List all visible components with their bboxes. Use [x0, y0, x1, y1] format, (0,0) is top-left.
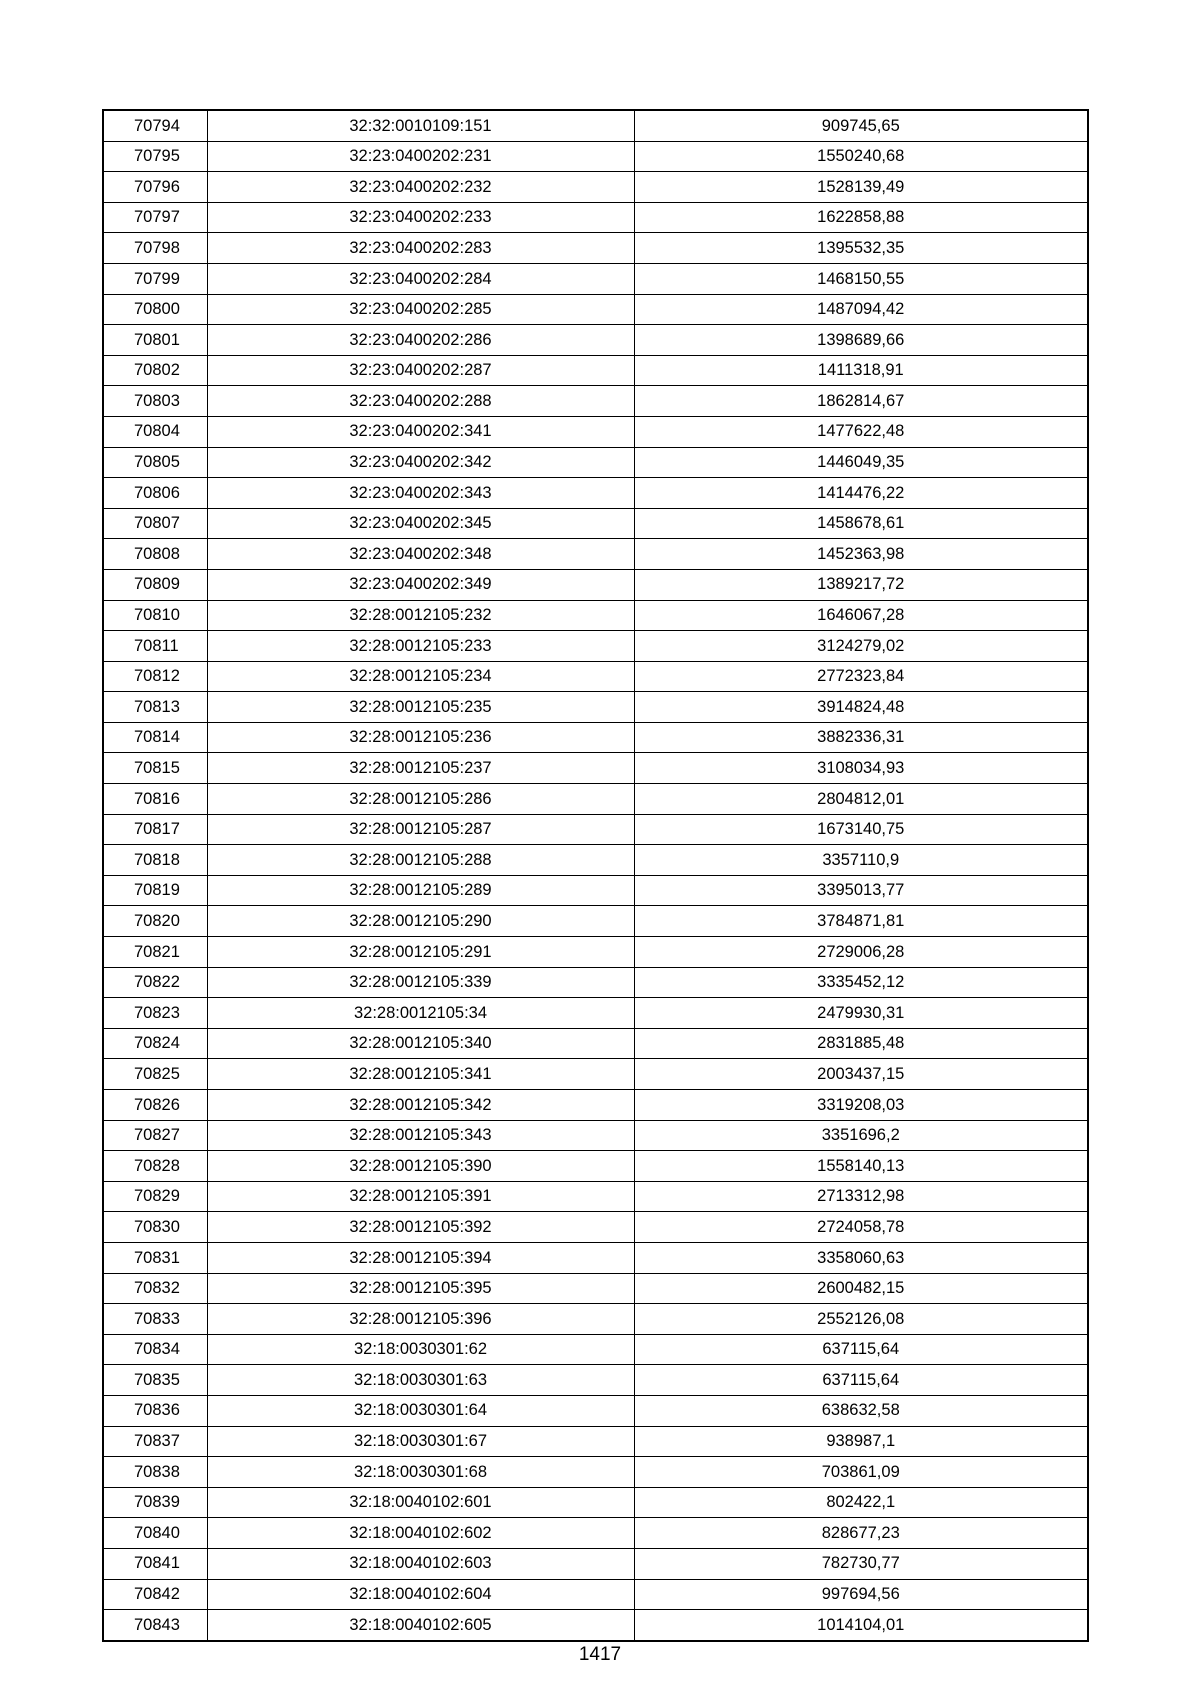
cadastral-number-cell: 32:28:0012105:341	[207, 1059, 634, 1090]
table-row	[103, 1273, 1088, 1304]
table-row	[103, 233, 1088, 264]
table-row	[103, 692, 1088, 723]
row-number-cell: 70813	[103, 692, 207, 723]
cadastral-value-cell: 2479930,31	[634, 998, 1088, 1029]
table-row	[103, 906, 1088, 937]
table-row	[103, 1151, 1088, 1182]
cadastral-number-cell: 32:28:0012105:290	[207, 906, 634, 937]
cadastral-number-cell: 32:28:0012105:232	[207, 600, 634, 631]
cadastral-value-cell: 638632,58	[634, 1395, 1088, 1426]
cadastral-number-cell: 32:28:0012105:392	[207, 1212, 634, 1243]
table-row	[103, 1395, 1088, 1426]
cadastral-value-cell: 1487094,42	[634, 294, 1088, 325]
row-number-cell: 70828	[103, 1151, 207, 1182]
cadastral-value-cell: 938987,1	[634, 1426, 1088, 1457]
row-number-cell: 70796	[103, 172, 207, 203]
cadastral-number-cell: 32:28:0012105:342	[207, 1090, 634, 1121]
row-number-cell: 70800	[103, 294, 207, 325]
row-number-cell: 70826	[103, 1090, 207, 1121]
table-row	[103, 1181, 1088, 1212]
table-row	[103, 141, 1088, 172]
table-row	[103, 1457, 1088, 1488]
cadastral-number-cell: 32:28:0012105:234	[207, 661, 634, 692]
row-number-cell: 70839	[103, 1487, 207, 1518]
cadastral-value-cell: 1458678,61	[634, 508, 1088, 539]
table-row	[103, 386, 1088, 417]
table-row	[103, 631, 1088, 662]
row-number-cell: 70843	[103, 1610, 207, 1641]
cadastral-value-cell: 1414476,22	[634, 478, 1088, 509]
table-row	[103, 263, 1088, 294]
cadastral-number-cell: 32:28:0012105:390	[207, 1151, 634, 1182]
cadastral-number-cell: 32:18:0040102:602	[207, 1518, 634, 1549]
row-number-cell: 70829	[103, 1181, 207, 1212]
table-row	[103, 325, 1088, 356]
cadastral-number-cell: 32:32:0010109:151	[207, 110, 634, 141]
row-number-cell: 70808	[103, 539, 207, 570]
cadastral-number-cell: 32:28:0012105:237	[207, 753, 634, 784]
row-number-cell: 70818	[103, 845, 207, 876]
cadastral-value-cell: 3319208,03	[634, 1090, 1088, 1121]
cadastral-value-cell: 2724058,78	[634, 1212, 1088, 1243]
table-body	[103, 110, 1088, 1641]
row-number-cell: 70835	[103, 1365, 207, 1396]
cadastral-number-cell: 32:23:0400202:349	[207, 569, 634, 600]
row-number-cell: 70804	[103, 416, 207, 447]
table-row	[103, 875, 1088, 906]
row-number-cell: 70836	[103, 1395, 207, 1426]
cadastral-value-cell: 1411318,91	[634, 355, 1088, 386]
row-number-cell: 70803	[103, 386, 207, 417]
cadastral-number-cell: 32:18:0030301:64	[207, 1395, 634, 1426]
row-number-cell: 70819	[103, 875, 207, 906]
table-row	[103, 1059, 1088, 1090]
cadastral-value-cell: 1446049,35	[634, 447, 1088, 478]
table-row	[103, 722, 1088, 753]
cadastral-value-cell: 3357110,9	[634, 845, 1088, 876]
cadastral-value-cell: 1558140,13	[634, 1151, 1088, 1182]
row-number-cell: 70805	[103, 447, 207, 478]
row-number-cell: 70830	[103, 1212, 207, 1243]
row-number-cell: 70831	[103, 1242, 207, 1273]
table-row	[103, 1304, 1088, 1335]
cadastral-number-cell: 32:23:0400202:342	[207, 447, 634, 478]
cadastral-value-cell: 1452363,98	[634, 539, 1088, 570]
cadastral-value-cell: 1622858,88	[634, 202, 1088, 233]
cadastral-number-cell: 32:23:0400202:341	[207, 416, 634, 447]
cadastral-number-cell: 32:28:0012105:235	[207, 692, 634, 723]
row-number-cell: 70809	[103, 569, 207, 600]
cadastral-value-cell: 909745,65	[634, 110, 1088, 141]
table-row	[103, 355, 1088, 386]
row-number-cell: 70838	[103, 1457, 207, 1488]
cadastral-number-cell: 32:28:0012105:343	[207, 1120, 634, 1151]
row-number-cell: 70824	[103, 1028, 207, 1059]
table-row	[103, 1426, 1088, 1457]
cadastral-value-cell: 637115,64	[634, 1334, 1088, 1365]
cadastral-value-cell: 2713312,98	[634, 1181, 1088, 1212]
cadastral-value-cell: 1477622,48	[634, 416, 1088, 447]
cadastral-value-cell: 2804812,01	[634, 784, 1088, 815]
table-row	[103, 416, 1088, 447]
cadastral-value-cell: 1395532,35	[634, 233, 1088, 264]
row-number-cell: 70799	[103, 263, 207, 294]
row-number-cell: 70841	[103, 1548, 207, 1579]
cadastral-value-cell: 1673140,75	[634, 814, 1088, 845]
cadastral-number-cell: 32:28:0012105:288	[207, 845, 634, 876]
row-number-cell: 70794	[103, 110, 207, 141]
cadastral-value-cell: 1550240,68	[634, 141, 1088, 172]
table-row	[103, 1242, 1088, 1273]
row-number-cell: 70810	[103, 600, 207, 631]
row-number-cell: 70797	[103, 202, 207, 233]
cadastral-number-cell: 32:28:0012105:34	[207, 998, 634, 1029]
cadastral-number-cell: 32:23:0400202:286	[207, 325, 634, 356]
cadastral-value-cell: 703861,09	[634, 1457, 1088, 1488]
table-row	[103, 1579, 1088, 1610]
table-row	[103, 569, 1088, 600]
table-row	[103, 661, 1088, 692]
table-row	[103, 1365, 1088, 1396]
cadastral-value-cell: 3882336,31	[634, 722, 1088, 753]
row-number-cell: 70798	[103, 233, 207, 264]
row-number-cell: 70801	[103, 325, 207, 356]
cadastral-value-cell: 828677,23	[634, 1518, 1088, 1549]
table-row	[103, 508, 1088, 539]
row-number-cell: 70833	[103, 1304, 207, 1335]
table-row	[103, 1518, 1088, 1549]
cadastral-value-cell: 997694,56	[634, 1579, 1088, 1610]
cadastral-value-cell: 782730,77	[634, 1548, 1088, 1579]
row-number-cell: 70837	[103, 1426, 207, 1457]
table-row	[103, 937, 1088, 968]
cadastral-number-cell: 32:23:0400202:285	[207, 294, 634, 325]
cadastral-value-cell: 2831885,48	[634, 1028, 1088, 1059]
row-number-cell: 70842	[103, 1579, 207, 1610]
table-row	[103, 172, 1088, 203]
cadastral-number-cell: 32:18:0040102:604	[207, 1579, 634, 1610]
row-number-cell: 70812	[103, 661, 207, 692]
cadastral-value-cell: 3108034,93	[634, 753, 1088, 784]
cadastral-number-cell: 32:28:0012105:396	[207, 1304, 634, 1335]
row-number-cell: 70814	[103, 722, 207, 753]
cadastral-value-cell: 2600482,15	[634, 1273, 1088, 1304]
table-row	[103, 1120, 1088, 1151]
row-number-cell: 70834	[103, 1334, 207, 1365]
table-row	[103, 1487, 1088, 1518]
table-row	[103, 1548, 1088, 1579]
row-number-cell: 70811	[103, 631, 207, 662]
cadastral-value-cell: 3914824,48	[634, 692, 1088, 723]
row-number-cell: 70802	[103, 355, 207, 386]
cadastral-number-cell: 32:28:0012105:339	[207, 967, 634, 998]
cadastral-value-cell: 1468150,55	[634, 263, 1088, 294]
row-number-cell: 70827	[103, 1120, 207, 1151]
cadastral-value-cell: 2772323,84	[634, 661, 1088, 692]
table-row	[103, 447, 1088, 478]
cadastral-number-cell: 32:23:0400202:345	[207, 508, 634, 539]
row-number-cell: 70816	[103, 784, 207, 815]
cadastral-value-cell: 1528139,49	[634, 172, 1088, 203]
table-row	[103, 784, 1088, 815]
table-row	[103, 845, 1088, 876]
cadastral-number-cell: 32:18:0030301:62	[207, 1334, 634, 1365]
table-row	[103, 1212, 1088, 1243]
cadastral-value-cell: 2552126,08	[634, 1304, 1088, 1335]
table-row	[103, 600, 1088, 631]
cadastral-number-cell: 32:23:0400202:343	[207, 478, 634, 509]
table-row	[103, 814, 1088, 845]
cadastral-value-cell: 3124279,02	[634, 631, 1088, 662]
cadastral-number-cell: 32:18:0030301:67	[207, 1426, 634, 1457]
table-row	[103, 539, 1088, 570]
row-number-cell: 70825	[103, 1059, 207, 1090]
table-row	[103, 998, 1088, 1029]
row-number-cell: 70840	[103, 1518, 207, 1549]
table-row	[103, 967, 1088, 998]
cadastral-number-cell: 32:28:0012105:236	[207, 722, 634, 753]
cadastral-number-cell: 32:28:0012105:286	[207, 784, 634, 815]
table-row	[103, 1090, 1088, 1121]
row-number-cell: 70832	[103, 1273, 207, 1304]
cadastral-value-cell: 802422,1	[634, 1487, 1088, 1518]
cadastral-value-cell: 3358060,63	[634, 1242, 1088, 1273]
row-number-cell: 70823	[103, 998, 207, 1029]
cadastral-number-cell: 32:23:0400202:283	[207, 233, 634, 264]
row-number-cell: 70817	[103, 814, 207, 845]
cadastral-number-cell: 32:23:0400202:233	[207, 202, 634, 233]
table-row	[103, 1028, 1088, 1059]
cadastral-number-cell: 32:18:0030301:63	[207, 1365, 634, 1396]
cadastral-number-cell: 32:23:0400202:284	[207, 263, 634, 294]
cadastral-number-cell: 32:23:0400202:287	[207, 355, 634, 386]
cadastral-value-cell: 3351696,2	[634, 1120, 1088, 1151]
table-row	[103, 1610, 1088, 1641]
cadastral-number-cell: 32:18:0040102:605	[207, 1610, 634, 1641]
cadastral-number-cell: 32:28:0012105:287	[207, 814, 634, 845]
cadastral-number-cell: 32:28:0012105:394	[207, 1242, 634, 1273]
cadastral-number-cell: 32:23:0400202:232	[207, 172, 634, 203]
cadastral-value-cell: 1862814,67	[634, 386, 1088, 417]
cadastral-number-cell: 32:28:0012105:233	[207, 631, 634, 662]
row-number-cell: 70795	[103, 141, 207, 172]
cadastral-number-cell: 32:28:0012105:340	[207, 1028, 634, 1059]
cadastral-value-cell: 1646067,28	[634, 600, 1088, 631]
row-number-cell: 70822	[103, 967, 207, 998]
cadastral-value-cell: 1398689,66	[634, 325, 1088, 356]
cadastral-value-cell: 2729006,28	[634, 937, 1088, 968]
cadastral-number-cell: 32:28:0012105:391	[207, 1181, 634, 1212]
cadastral-number-cell: 32:28:0012105:289	[207, 875, 634, 906]
cadastral-value-cell: 637115,64	[634, 1365, 1088, 1396]
cadastral-value-cell: 3335452,12	[634, 967, 1088, 998]
cadastral-value-table	[102, 109, 1089, 1642]
row-number-cell: 70815	[103, 753, 207, 784]
cadastral-value-cell: 3395013,77	[634, 875, 1088, 906]
cadastral-number-cell: 32:23:0400202:348	[207, 539, 634, 570]
cadastral-number-cell: 32:18:0040102:601	[207, 1487, 634, 1518]
cadastral-number-cell: 32:28:0012105:291	[207, 937, 634, 968]
table-row	[103, 753, 1088, 784]
page-number: 1417	[578, 1644, 622, 1665]
table-row	[103, 202, 1088, 233]
cadastral-value-cell: 1014104,01	[634, 1610, 1088, 1641]
table-row	[103, 1334, 1088, 1365]
cadastral-number-cell: 32:23:0400202:231	[207, 141, 634, 172]
cadastral-value-cell: 1389217,72	[634, 569, 1088, 600]
cadastral-number-cell: 32:18:0040102:603	[207, 1548, 634, 1579]
row-number-cell: 70821	[103, 937, 207, 968]
row-number-cell: 70820	[103, 906, 207, 937]
table-row	[103, 478, 1088, 509]
table-row	[103, 110, 1088, 141]
cadastral-value-cell: 3784871,81	[634, 906, 1088, 937]
row-number-cell: 70807	[103, 508, 207, 539]
row-number-cell: 70806	[103, 478, 207, 509]
cadastral-number-cell: 32:23:0400202:288	[207, 386, 634, 417]
table-row	[103, 294, 1088, 325]
cadastral-value-cell: 2003437,15	[634, 1059, 1088, 1090]
cadastral-number-cell: 32:18:0030301:68	[207, 1457, 634, 1488]
cadastral-number-cell: 32:28:0012105:395	[207, 1273, 634, 1304]
